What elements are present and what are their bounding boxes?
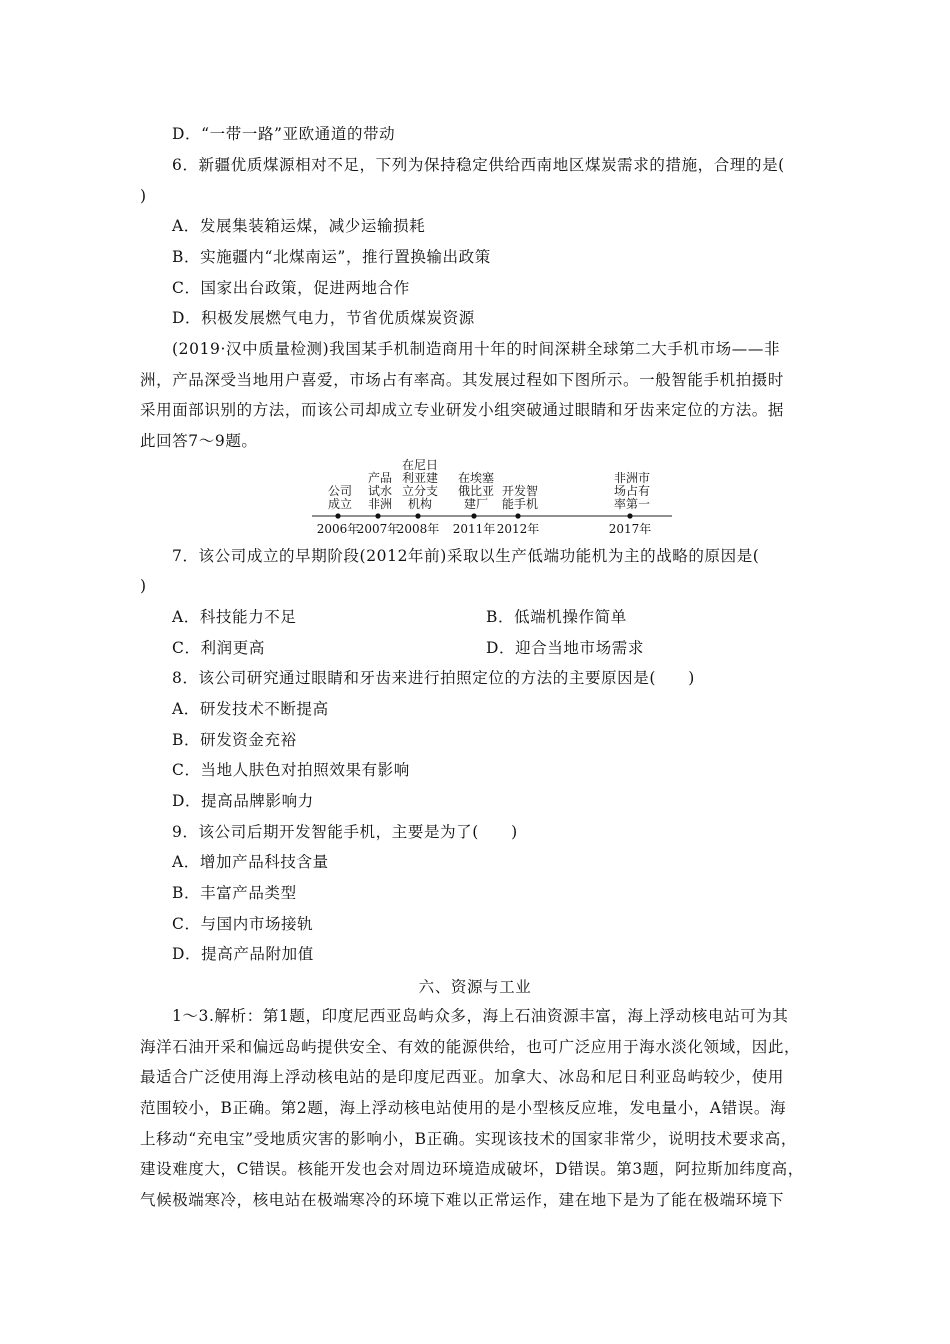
- timeline-label: 公司: [327, 484, 353, 498]
- q8-stem: 8．该公司研究通过眼睛和牙齿来进行拍照定位的方法的主要原因是( ): [172, 669, 695, 687]
- q7-stem: 7．该公司成立的早期阶段(2012年前)采取以生产低端功能机为主的战略的原因是(: [172, 547, 760, 565]
- answer-line-3: 最适合广泛使用海上浮动核电站的是印度尼西亚。加拿大、冰岛和尼日利亚岛屿较少，使用: [140, 1068, 785, 1086]
- passage-line-2: 洲，产品深受当地用户喜爱，市场占有率高。其发展过程如下图所示。一般智能手机拍摄时: [140, 371, 785, 389]
- timeline-dot: [515, 513, 520, 518]
- timeline-label: 开发智: [501, 484, 539, 498]
- timeline-year: 2017年: [608, 522, 652, 536]
- timeline-label: 非洲: [367, 497, 393, 511]
- q6-option-d: D．积极发展燃气电力，节省优质煤炭资源: [172, 309, 475, 327]
- q8-option-c: C．当地人肤色对拍照效果有影响: [172, 761, 410, 779]
- passage-line-4: 此回答7～9题。: [140, 432, 258, 450]
- timeline-dot: [471, 513, 476, 518]
- q6-option-a: A．发展集装箱运煤，减少运输损耗: [172, 217, 426, 235]
- answer-line-1: 1～3.解析：第1题，印度尼西亚岛屿众多，海上石油资源丰富，海上浮动核电站可为其: [172, 1007, 789, 1025]
- timeline-diagram: [300, 452, 680, 540]
- timeline-label: 成立: [327, 497, 353, 511]
- q8-option-d: D．提高品牌影响力: [172, 792, 314, 810]
- q8-option-a: A．研发技术不断提高: [172, 700, 329, 718]
- timeline-year: 2007年: [356, 522, 400, 536]
- q9-option-c: C．与国内市场接轨: [172, 915, 314, 933]
- timeline-label: 场占有: [613, 484, 651, 498]
- q7-option-c: C．利润更高: [172, 639, 265, 657]
- timeline-label: 建厂: [463, 497, 489, 511]
- timeline-year: 2011年: [452, 522, 496, 536]
- timeline-label: 立分支: [401, 484, 439, 498]
- timeline-label: 在埃塞: [457, 471, 495, 485]
- timeline-label: 在尼日: [401, 458, 439, 472]
- q6-option-c: C．国家出台政策，促进两地合作: [172, 279, 410, 297]
- q9-option-b: B．丰富产品类型: [172, 884, 297, 902]
- timeline-label: 机构: [407, 497, 433, 511]
- timeline-label: 产品: [367, 471, 393, 485]
- q6-stem: 6．新疆优质煤源相对不足，下列为保持稳定供给西南地区煤炭需求的措施，合理的是(: [172, 156, 785, 174]
- timeline-label: 非洲市: [613, 471, 651, 485]
- timeline-year: 2006年: [316, 522, 360, 536]
- q6-option-b: B．实施疆内“北煤南运”，推行置换输出政策: [172, 248, 491, 266]
- q7-option-b: B．低端机操作简单: [486, 608, 627, 626]
- q5-option-d: D．“一带一路”亚欧通道的带动: [172, 125, 396, 143]
- timeline-dot: [375, 513, 380, 518]
- q9-option-a: A．增加产品科技含量: [172, 853, 329, 871]
- answer-line-6: 建设难度大，C错误。核能开发也会对周边环境造成破坏，D错误。第3题，阿拉斯加纬度高，: [140, 1160, 804, 1178]
- timeline-dot: [335, 513, 340, 518]
- timeline-label: 俄比亚: [457, 484, 495, 498]
- answer-line-4: 范围较小，B正确。第2题，海上浮动核电站使用的是小型核反应堆，发电量小，A错误。海: [140, 1099, 787, 1117]
- section-title: 六、资源与工业: [418, 978, 532, 996]
- timeline-year: 2008年: [396, 522, 440, 536]
- q7-option-d: D．迎合当地市场需求: [486, 639, 644, 657]
- timeline-year: 2012年: [496, 522, 540, 536]
- q8-option-b: B．研发资金充裕: [172, 731, 297, 749]
- q6-stem-cont: ): [140, 187, 147, 205]
- timeline-label: 率第一: [613, 497, 651, 511]
- timeline-label: 能手机: [501, 497, 539, 511]
- timeline-dot: [415, 513, 420, 518]
- q9-option-d: D．提高产品附加值: [172, 945, 314, 963]
- q9-stem: 9．该公司后期开发智能手机，主要是为了( ): [172, 823, 518, 841]
- answer-line-2: 海洋石油开采和偏远岛屿提供安全、有效的能源供给，也可广泛应用于海水淡化领域，因此，: [140, 1038, 801, 1056]
- passage-line-1: (2019·汉中质量检测)我国某手机制造商用十年的时间深耕全球第二大手机市场——非: [172, 340, 781, 358]
- q7-stem-cont: ): [140, 577, 147, 595]
- timeline-dot: [627, 513, 632, 518]
- timeline-label: 利亚建: [401, 471, 439, 485]
- answer-line-7: 气候极端寒冷，核电站在极端寒冷的环境下难以正常运作，建在地下是为了能在极端环境下: [140, 1191, 785, 1209]
- answer-line-5: 上移动“充电宝”受地质灾害的影响小，B正确。实现该技术的国家非常少，说明技术要求高，: [140, 1130, 797, 1148]
- timeline-label: 试水: [367, 484, 393, 498]
- passage-line-3: 采用面部识别的方法，而该公司却成立专业研发小组突破通过眼睛和牙齿来定位的方法。据: [140, 401, 785, 419]
- q7-option-a: A．科技能力不足: [172, 608, 297, 626]
